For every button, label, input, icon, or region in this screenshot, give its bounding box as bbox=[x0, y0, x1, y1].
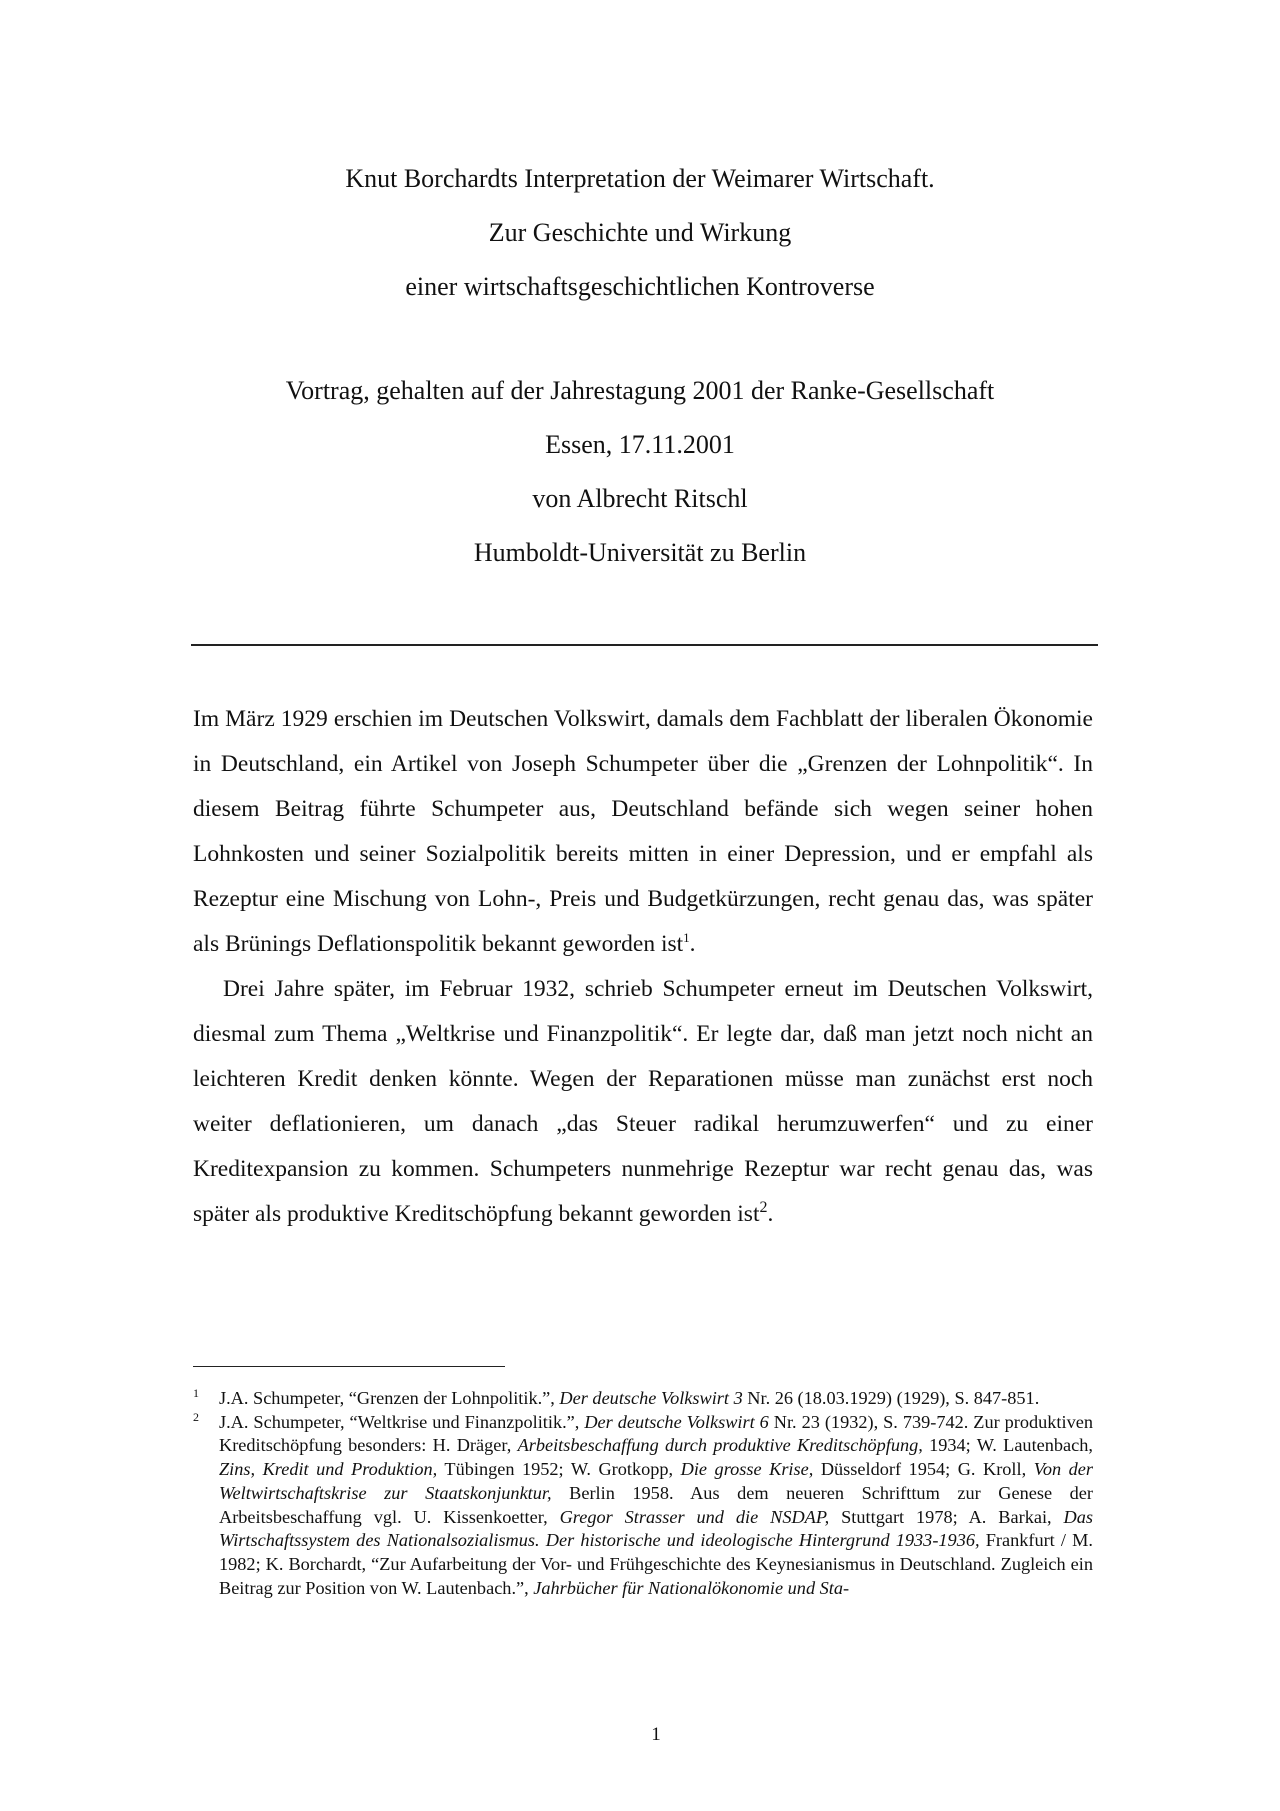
footnote-2-text-m: Stuttgart 1978; A. Barkai, bbox=[829, 1506, 1064, 1527]
footnote-2-text-k: Berlin 1958. Aus dem neueren Schrifttum zur Genese der Arbeitsbeschaffung vgl. U. Kissenkoetter, bbox=[219, 1482, 1093, 1527]
paragraph-2 bbox=[193, 967, 1093, 1237]
paragraph-1-text: Im März 1929 erschien im Deutschen Volkswirt, damals dem Fachblatt der liberalen Ökonomie in Deutschland, ein Artikel von Joseph Schumpeter über die „Grenzen der Lohnpolitik“. In diesem Beitrag führte Schumpeter aus, Deutschland befände sich wegen seiner hohen Lohnkosten und seiner Sozialpolitik bereits mitten in einer Depression, und er empfahl als Rezeptur eine Mischung von Lohn-, Preis und Budgetkürzungen, recht genau das, was später als Brünings Deflationspolitik bekannt geworden ist bbox=[193, 706, 1093, 957]
footnote-2-text-a: J.A. Schumpeter, “Weltkrise und Finanzpolitik.”, bbox=[219, 1411, 585, 1432]
paragraph-1-end: . bbox=[689, 931, 696, 957]
title-block bbox=[190, 152, 1090, 314]
footnote-2-title-h: Die grosse Krise, bbox=[680, 1459, 814, 1480]
footnote-1-journal: Der deutsche Volkswirt 3 bbox=[559, 1388, 743, 1408]
footnotes bbox=[193, 1387, 1093, 1600]
footnote-divider bbox=[193, 1366, 505, 1367]
paragraph-2-text: Drei Jahre später, im Februar 1932, schrieb Schumpeter erneut im Deutschen Volkswirt, diesmal zum Thema „Weltkrise und Finanzpolitik“. Er legte dar, daß man jetzt noch nicht an leichteren Kredit denken könnte. Wegen der Reparationen müsse man zunächst erst noch weiter deflationieren, um danach „das Steuer radikal herumzuwerfen“ und zu einer Kreditexpansion zu kommen. Schumpeters nunmehrige Rezeptur war recht genau das, was später als produktive Kreditschöpfung bekannt geworden ist bbox=[193, 976, 1093, 1227]
footnote-2-title-l: Gregor Strasser und die NSDAP, bbox=[559, 1506, 830, 1527]
footnote-2-title-d: Arbeitsbeschaffung durch produktive Kreditschöpfung, bbox=[517, 1435, 923, 1456]
footnote-2-text-g: Tübingen 1952; W. Grotkopp, bbox=[437, 1459, 681, 1480]
footnote-1-text-c: Nr. 26 (18.03.1929) (1929), S. 847-851. bbox=[742, 1388, 1040, 1408]
footnote-1 bbox=[193, 1387, 1093, 1411]
talk-line-4: Humboldt-Universität zu Berlin bbox=[473, 538, 807, 567]
title-line-3: einer wirtschaftsgeschichtlichen Kontroverse bbox=[405, 272, 875, 301]
talk-line-3: von Albrecht Ritschl bbox=[532, 484, 748, 513]
footnote-2-title-f: Zins, Kredit und Produktion, bbox=[219, 1459, 438, 1480]
body-text bbox=[193, 697, 1093, 1237]
title-line-2: Zur Geschichte und Wirkung bbox=[488, 218, 792, 247]
talk-line-1: Vortrag, gehalten auf der Jahrestagung 2001 der Ranke-Gesellschaft bbox=[285, 376, 995, 405]
footnote-2-title-n: Das Wirtschaftssystem des Nationalsozialismus. Der historische und ideologische Hintergrund 1933-1936, bbox=[219, 1506, 1093, 1551]
footnote-1-text-a: J.A. Schumpeter, “Grenzen der Lohnpolitik.”, bbox=[219, 1388, 560, 1408]
footnote-2-text-e: 1934; W. Lautenbach, bbox=[922, 1435, 1093, 1456]
footnote-2-text-i: Düsseldorf 1954; G. Kroll, bbox=[813, 1459, 1034, 1480]
footnote-1-number: 1 bbox=[193, 1386, 199, 1400]
page-number: 1 bbox=[651, 1724, 661, 1745]
footnote-2-title-j: Von der Weltwirtschaftskrise zur Staatskonjunktur, bbox=[219, 1459, 1093, 1503]
footnote-2-title-p: Jahrbücher für Nationalökonomie und Sta- bbox=[533, 1577, 850, 1598]
title-line-1: Knut Borchardts Interpretation der Weimarer Wirtschaft. bbox=[345, 164, 935, 193]
footnote-2-text-c: Nr. 23 (1932), S. 739-742. Zur produktiven Kreditschöpfung besonders: H. Dräger, bbox=[219, 1411, 1093, 1456]
footnote-ref-1[interactable]: 1 bbox=[683, 930, 690, 946]
talk-line-2: Essen, 17.11.2001 bbox=[545, 430, 735, 459]
footnote-2-journal: Der deutsche Volkswirt 6 bbox=[584, 1411, 769, 1432]
header-divider bbox=[191, 644, 1098, 646]
footnote-2-number: 2 bbox=[193, 1409, 199, 1424]
talk-info-block bbox=[190, 364, 1090, 580]
paragraph-2-end: . bbox=[767, 1201, 774, 1227]
paragraph-1 bbox=[193, 697, 1093, 967]
footnote-ref-2[interactable]: 2 bbox=[759, 1199, 768, 1217]
footnote-2-text-o: Frankfurt / M. 1982; K. Borchardt, “Zur Aufarbeitung der Vor- und Frühgeschichte des Keynesianismus in Deutschland. Zugleich ein Beitrag zur Position von W. Lautenbach.”, bbox=[219, 1530, 1093, 1598]
footnote-2 bbox=[193, 1411, 1093, 1601]
